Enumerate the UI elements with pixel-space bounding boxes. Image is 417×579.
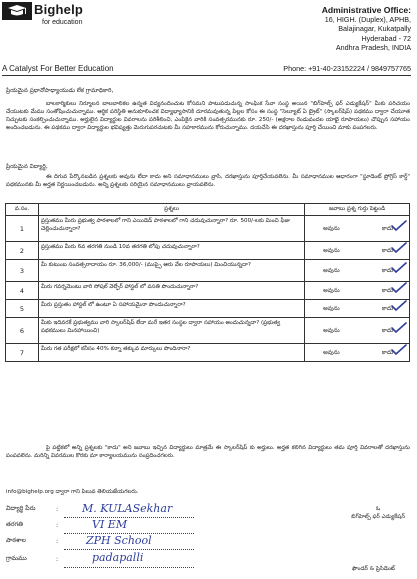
check-mark-icon (391, 220, 407, 232)
student-name-label: విద్యార్థి పేరు (6, 505, 36, 512)
contact-email: info@bighelp.org ద్వారా గాని పిలువ తెలియజేయగలరు. (6, 489, 139, 495)
address-line: 16, HIGH. (Duplex), APHB, (324, 15, 411, 24)
sign-line: ఓ (376, 506, 381, 512)
answer-cell (305, 282, 410, 300)
answer-yes[interactable]: అవును (323, 267, 340, 274)
row-number: 1 (6, 216, 39, 242)
question-text: మీరు ప్రస్తుతం హాస్టల్ లో ఉంటూ ఏ సహాయమైనా పొందుచున్నారా? (38, 300, 304, 318)
answer-options (307, 225, 407, 233)
answer-yes[interactable]: అవును (323, 349, 340, 356)
address-line: Hyderabad - 72 (361, 33, 411, 43)
answer-no[interactable]: కాదు (382, 305, 393, 313)
class-label: తరగతి (6, 521, 23, 528)
instructions-paragraph: ఈ దిగువ పేర్కొనబడిన ప్రశ్నలకు అవును లేదా కాదు అని సమాధానములు వ్రాసి, దరఖాస్తును పూర్తిచేయవలెను. మీ సమాధానముల ఆధారంగా "స్టూడెంట్ ప్రోగ్రెస్ కార్డ్" పథకమునకు మీ అర్హత నిర్ణయించబడును. అన్ని ప్రశ్నలకు సరియైన సమాధానములు వ్రాయవలెను. (6, 174, 410, 189)
table-row (6, 300, 410, 318)
village-value[interactable]: padapalli (92, 551, 144, 564)
table-row (6, 242, 410, 260)
question-text: మీ కుటుంబ సంవత్సరాదాయం రూ. 36,000/- (ముప్పై ఆరు వేల రూపాయలు) మించియున్నదా? (38, 260, 304, 282)
colon: : (56, 521, 59, 529)
tagline: A Catalyst For Better Education (2, 64, 114, 73)
village-line (64, 567, 194, 568)
check-mark-icon (391, 344, 407, 356)
col-header-answer: జవాబు ప్రశ్న గుర్తు పెట్టండి (305, 204, 410, 216)
brand-subtitle: for education (42, 19, 83, 26)
phone-numbers: Phone: +91-40-23152224 / 9849757765 (283, 64, 411, 73)
salutation-headmaster: ప్రియమైన ప్రధానోపాధ్యాయుడు లేక గ్రామాధికారి, (6, 88, 114, 94)
row-number: 6 (6, 318, 39, 344)
answer-yes[interactable]: అవును (323, 247, 340, 254)
answer-cell (305, 318, 410, 344)
answer-yes[interactable]: అవును (323, 225, 340, 232)
student-name-line (64, 517, 194, 518)
eligibility-note: పై పట్టికలో అన్ని ప్రశ్నలకు "కాదు" అని జవాబు ఇచ్చిన విద్యార్థులు మాత్రమే ఈ స్కాలర్‌షిప్ కు అర్హులు. అర్హత కలిగిన విద్యార్థులు తమ పూర్తి వివరాలతో దరఖాస్తును పంపవలెను. మరిన్ని వివరముల కొరకు మా కార్యాలయమును సంప్రదించగలరు. (6, 445, 410, 460)
answer-no[interactable]: కాదు (382, 327, 393, 335)
address-line: Andhra Pradesh, INDIA (335, 43, 411, 53)
intro-paragraph: బాలకార్మికులు నిర్మూలన బాలబాలికల ఉన్నత విద్యనందించుట కోసమని పాటుపడుచున్న సాంఘిక సేవా సంస్థ అయిన "బిగ్‌హెల్ప్ ఫర్ ఎడ్యుకేషన్" మీకు పరిచయం చేయుటకు మేము సంతోషించుచున్నాము. ఆర్థిక పరిస్థితి అనుకూలించక విద్యాభ్యాసానికి దూరమవుతున్న పిల్లల కోసం ఈ సంస్థ "సెల్యూట్ ఏ బ్రైట్" (స్కాలర్‌షిప్) పథకము ద్వారా చేయూత నిచ్చుటకు సంకల్పించుచున్నాము. అర్హులైన విద్యార్థుల వివరాలను పరిశీలించి, ఎంపికైన వారికి సంవత్సరమునకు రూ. 250/- (అక్షరాల రెండువందల యాభై రూపాయలు) చొప్పున సహాయం అందించబడును. ఈ పథకము ద్వారా విద్యార్థుల భవిష్యత్తు మెరుగుపరచుటకు మీ సహకారమును కోరుచున్నాము. దయచేసి ఈ దరఖాస్తును పూర్తి చేయించి మాకు పంపగలరు. (6, 101, 410, 132)
question-text: ప్రస్తుతము మీరు 6వ తరగతి నుండి 10వ తరగతి లోపు చదువుచున్నారా? (38, 242, 304, 260)
answer-options (307, 267, 407, 275)
office-title: Administrative Office: (321, 5, 411, 15)
colon: : (56, 505, 59, 513)
student-name-value[interactable]: M. KULASekhar (82, 502, 173, 515)
question-text: మీకు ఇదివరకే ప్రభుత్వము వారి స్కాలర్‌షిప్ లేదా మరే ఇతర సంస్థల ద్వారా సహాయం అందుచున్నదా? (ప్రభుత్వ పథకములు మినహాయించి) (38, 318, 304, 344)
salutation-student: ప్రియమైన విద్యార్థి, (6, 164, 48, 170)
colon: : (56, 555, 59, 563)
table-row (6, 344, 410, 362)
answer-yes[interactable]: అవును (323, 305, 340, 312)
row-number: 3 (6, 260, 39, 282)
answer-options (307, 327, 407, 335)
table-row (6, 318, 410, 344)
table-row (6, 216, 410, 242)
table-row (6, 260, 410, 282)
school-value[interactable]: ZPH School (86, 534, 152, 547)
answer-cell (305, 216, 410, 242)
table-header-row (6, 204, 410, 216)
check-mark-icon (391, 322, 407, 334)
row-number: 5 (6, 300, 39, 318)
answer-options (307, 305, 407, 313)
question-text: ప్రస్తుతము మీరు ప్రభుత్వ పాఠశాలలో గాని ఎయిడెడ్ పాఠశాలలో గాని చదువుచున్నారా? రూ. 500/-లకు మించి ఫీజు చెల్లించుచున్నారా? (38, 216, 304, 242)
answer-no[interactable]: కాదు (382, 225, 393, 233)
check-mark-icon (391, 300, 407, 312)
row-number: 4 (6, 282, 39, 300)
answer-yes[interactable]: అవును (323, 327, 340, 334)
check-mark-icon (391, 282, 407, 294)
table-row (6, 282, 410, 300)
village-label: గ్రామము (6, 555, 27, 562)
answer-no[interactable]: కాదు (382, 267, 393, 275)
col-header-questions: ప్రశ్నలు (38, 204, 304, 216)
answer-options (307, 349, 407, 357)
question-text: మీరు గత పరీక్షలో కనీసం 40% కన్నా తక్కువ మార్కులు పొందినారా? (38, 344, 304, 362)
check-mark-icon (391, 242, 407, 254)
answer-no[interactable]: కాదు (382, 349, 393, 357)
header-divider (2, 75, 411, 76)
school-line (64, 549, 194, 550)
office-address (236, 5, 411, 53)
answer-no[interactable]: కాదు (382, 287, 393, 295)
check-mark-icon (391, 262, 407, 274)
school-label: పాఠశాల (6, 537, 26, 544)
colon: : (56, 537, 59, 545)
answer-cell (305, 242, 410, 260)
row-number: 7 (6, 344, 39, 362)
class-value[interactable]: VI EM (92, 518, 128, 531)
address-line: Balajinagar, Kukatpally (338, 24, 411, 34)
sign-title: ఫౌండర్ & ప్రెసిడెంట్ (352, 566, 395, 572)
answer-no[interactable]: కాదు (382, 247, 393, 255)
answer-options (307, 247, 407, 255)
answer-cell (305, 344, 410, 362)
bighelp-logo (2, 2, 32, 20)
row-number: 2 (6, 242, 39, 260)
col-header-serial: వ.సం. (6, 204, 39, 216)
sign-org: బిగ్‌హెల్ప్ ఫర్ ఎడ్యుకేషన్ (351, 514, 405, 520)
answer-options (307, 287, 407, 295)
answer-yes[interactable]: అవును (323, 287, 340, 294)
signature-block (351, 505, 405, 521)
question-text: మీరు గవర్నమెంటు వారి సోషల్ వెల్ఫేర్ హాస్టల్ లో వసతి పొందుచున్నారా? (38, 282, 304, 300)
eligibility-table (5, 203, 410, 362)
answer-cell (305, 260, 410, 282)
brand-name: Bighelp (34, 2, 84, 17)
answer-cell (305, 300, 410, 318)
